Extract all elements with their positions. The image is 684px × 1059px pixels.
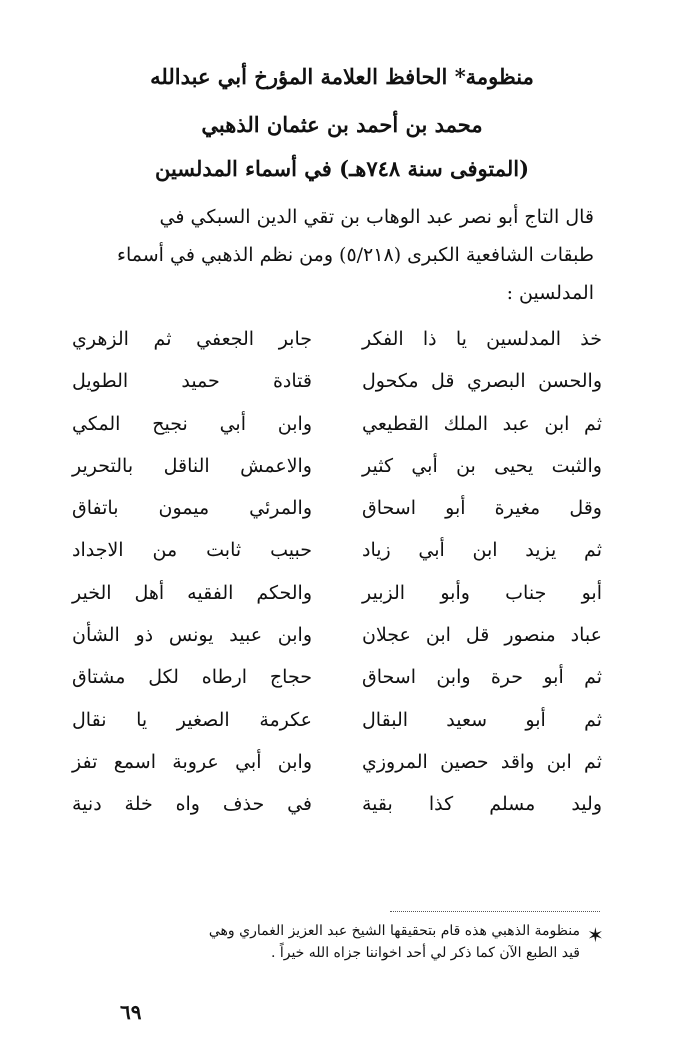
- verse-first-hemistich: أبو جناب وأبو الزبير: [362, 581, 602, 604]
- verse-first-hemistich: ثم ابن عبد الملك القطيعي: [362, 412, 602, 435]
- page-number: ٦٩: [120, 1000, 142, 1024]
- verse-first-hemistich: وقل مغيرة أبو اسحاق: [362, 497, 602, 520]
- verse-second-hemistich: عكرمة الصغير يا نقال: [72, 708, 312, 731]
- verse-second-hemistich: والحكم الفقيه أهل الخير: [72, 581, 312, 604]
- title-line-3: (المتوفى سنة ٧٤٨هـ) في أسماء المدلسين: [154, 156, 530, 181]
- verse-first-hemistich: عباد منصور قل ابن عجلان: [362, 624, 602, 647]
- verse-second-hemistich: وابن أبي نجيح المكي: [72, 412, 312, 435]
- verse-second-hemistich: جابر الجعفي ثم الزهري: [72, 328, 312, 350]
- poem-verse: [72, 572, 602, 614]
- poem-verse: [72, 360, 602, 402]
- verse-second-hemistich: والاعمش الناقل بالتحرير: [72, 454, 312, 477]
- poem-verse: [72, 403, 602, 445]
- verse-second-hemistich: والمرئي ميمون باتفاق: [72, 497, 312, 520]
- verse-second-hemistich: في حذف واه خلة دنية: [72, 793, 312, 816]
- verse-first-hemistich: خذ المدلسين يا ذا الفكر: [362, 328, 602, 350]
- intro-line: طبقات الشافعية الكبرى (٥/٢١٨) ومن نظم الذهبي في أسماء: [117, 244, 594, 266]
- footnote-line: قيد الطبع الآن كما ذكر لي أحد اخواننا جزاه الله خيراً .: [270, 945, 580, 961]
- verse-second-hemistich: حبيب ثابت من الاجداد: [72, 539, 312, 562]
- verse-second-hemistich: وابن أبي عروبة اسمع تفز: [72, 750, 312, 773]
- title-line-2: محمد بن أحمد بن عثمان الذهبي: [201, 112, 483, 137]
- verse-second-hemistich: حجاج ارطاه لكل مشتاق: [72, 666, 312, 689]
- poem-verse: [72, 699, 602, 741]
- verse-first-hemistich: ثم ابن واقد حصين المروزي: [362, 750, 602, 773]
- poem-verse: [72, 741, 602, 783]
- intro-line: المدلسين :: [506, 282, 594, 304]
- intro-paragraph: [74, 198, 594, 312]
- verse-first-hemistich: ثم أبو سعيد البقال: [362, 708, 602, 731]
- title-line-1: منظومة* الحافظ العلامة المؤرخ أبي عبدالله: [150, 64, 534, 89]
- verse-second-hemistich: قتادة حميد الطويل: [72, 370, 312, 393]
- poem-verse: [72, 445, 602, 487]
- poem-verse: [72, 487, 602, 529]
- intro-line: قال التاج أبو نصر عبد الوهاب بن تقي الدين السبكي في: [159, 206, 594, 228]
- footnote-text: [70, 920, 580, 964]
- poem-verse: [72, 783, 602, 825]
- verse-first-hemistich: والثبت يحيى بن أبي كثير: [362, 454, 602, 477]
- verse-first-hemistich: والحسن البصري قل مكحول: [362, 370, 602, 393]
- footnote-line: منظومة الذهبي هذه قام بتحقيقها الشيخ عبد العزيز الغماري وهي: [208, 923, 580, 939]
- poem: [72, 318, 602, 826]
- poem-verse: [72, 529, 602, 571]
- verse-first-hemistich: ثم يزيد ابن أبي زياد: [362, 539, 602, 562]
- verse-first-hemistich: ثم أبو حرة وابن اسحاق: [362, 666, 602, 689]
- verse-first-hemistich: وليد مسلم كذا بقية: [362, 793, 602, 816]
- verse-second-hemistich: وابن عبيد يونس ذو الشأن: [72, 624, 312, 647]
- poem-verse: [72, 614, 602, 656]
- poem-verse: [72, 656, 602, 698]
- footnote-star-icon: ✶: [587, 923, 604, 947]
- footnote-divider: [390, 911, 600, 912]
- poem-verse: [72, 318, 602, 360]
